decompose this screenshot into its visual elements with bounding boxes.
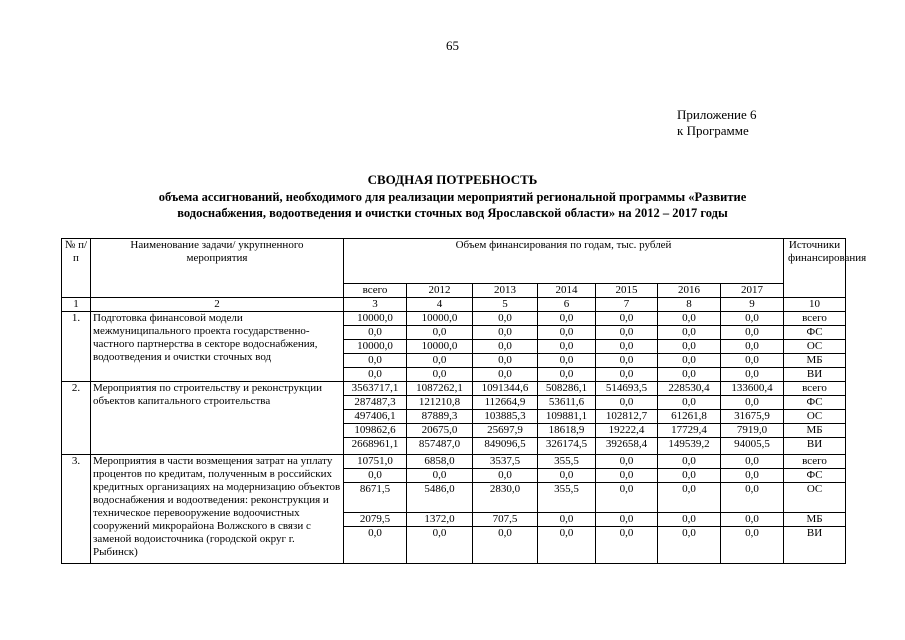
value-cell: 31675,9 <box>721 410 784 424</box>
value-cell: 0,0 <box>658 396 721 410</box>
value-cell: 0,0 <box>596 312 658 326</box>
value-cell: 0,0 <box>721 340 784 354</box>
header-name: Наименование задачи/ укрупненного мероприятия <box>91 239 344 298</box>
value-cell: 228530,4 <box>658 382 721 396</box>
source-cell: МБ <box>784 354 846 368</box>
value-cell: 5486,0 <box>407 483 473 513</box>
value-cell: 0,0 <box>473 469 538 483</box>
value-cell: 2830,0 <box>473 483 538 513</box>
value-cell: 0,0 <box>721 469 784 483</box>
value-cell: 0,0 <box>721 326 784 340</box>
value-cell: 10000,0 <box>407 340 473 354</box>
value-cell: 1087262,1 <box>407 382 473 396</box>
value-cell: 8671,5 <box>344 483 407 513</box>
appendix-line2: к Программе <box>677 123 749 138</box>
value-cell: 0,0 <box>538 312 596 326</box>
value-cell: 0,0 <box>658 527 721 564</box>
value-cell: 287487,3 <box>344 396 407 410</box>
value-cell: 0,0 <box>538 326 596 340</box>
source-cell: ФС <box>784 469 846 483</box>
header-col-2014: 2014 <box>538 284 596 298</box>
subtitle-line1: объема ассигнований, необходимого для реализации мероприятий региональной программы «Развитие <box>158 190 747 204</box>
value-cell: 514693,5 <box>596 382 658 396</box>
value-cell: 102812,7 <box>596 410 658 424</box>
funding-table <box>61 238 867 564</box>
value-cell: 0,0 <box>538 469 596 483</box>
col-number: 6 <box>538 298 596 312</box>
source-cell: всего <box>784 312 846 326</box>
header-row <box>62 239 846 284</box>
value-cell: 149539,2 <box>658 438 721 455</box>
task-number: 1. <box>62 312 91 382</box>
value-cell: 0,0 <box>658 368 721 382</box>
value-cell: 0,0 <box>596 396 658 410</box>
value-cell: 7919,0 <box>721 424 784 438</box>
value-cell: 392658,4 <box>596 438 658 455</box>
value-cell: 355,5 <box>538 455 596 469</box>
col-number: 1 <box>62 298 91 312</box>
value-cell: 19222,4 <box>596 424 658 438</box>
value-cell: 0,0 <box>658 326 721 340</box>
column-numbers-row <box>62 298 846 312</box>
header-col-2015: 2015 <box>596 284 658 298</box>
value-cell: 0,0 <box>407 354 473 368</box>
value-cell: 109881,1 <box>538 410 596 424</box>
task-name: Мероприятия в части возмещения затрат на уплату процентов по кредитам, полученным в российских кредитных организациях на модернизацию объектов водоснабжения и водоотведения: реконструкция и техническое перевооружение водоочистных сооружений микрорайона Волжского в связи с заменой водоисточника (городской округ г. Рыбинск) <box>91 455 344 564</box>
value-cell: 0,0 <box>473 312 538 326</box>
value-cell: 0,0 <box>344 354 407 368</box>
value-cell: 121210,8 <box>407 396 473 410</box>
source-cell: ВИ <box>784 438 846 455</box>
task-number: 2. <box>62 382 91 455</box>
table-row <box>62 312 846 326</box>
value-cell: 0,0 <box>596 527 658 564</box>
value-cell: 0,0 <box>473 368 538 382</box>
value-cell: 0,0 <box>721 527 784 564</box>
value-cell: 0,0 <box>596 513 658 527</box>
source-cell: ФС <box>784 396 846 410</box>
value-cell: 109862,6 <box>344 424 407 438</box>
value-cell: 10751,0 <box>344 455 407 469</box>
value-cell: 0,0 <box>596 354 658 368</box>
value-cell: 0,0 <box>596 368 658 382</box>
source-cell: ФС <box>784 326 846 340</box>
value-cell: 87889,3 <box>407 410 473 424</box>
subtitle-line2: водоснабжения, водоотведения и очистки сточных вод Ярославской области» на 2012 – 2017 годы <box>177 206 728 220</box>
value-cell: 0,0 <box>721 354 784 368</box>
value-cell: 0,0 <box>538 513 596 527</box>
value-cell: 849096,5 <box>473 438 538 455</box>
value-cell: 6858,0 <box>407 455 473 469</box>
value-cell: 10000,0 <box>344 312 407 326</box>
value-cell: 0,0 <box>473 340 538 354</box>
document-subtitle <box>60 189 845 221</box>
appendix-line1: Приложение 6 <box>677 107 757 122</box>
col-number: 10 <box>784 298 846 312</box>
value-cell: 112664,9 <box>473 396 538 410</box>
value-cell: 0,0 <box>596 469 658 483</box>
task-number: 3. <box>62 455 91 564</box>
value-cell: 497406,1 <box>344 410 407 424</box>
value-cell: 20675,0 <box>407 424 473 438</box>
value-cell: 0,0 <box>721 455 784 469</box>
value-cell: 0,0 <box>538 354 596 368</box>
header-col-2016: 2016 <box>658 284 721 298</box>
page-number: 65 <box>446 38 459 53</box>
value-cell: 2668961,1 <box>344 438 407 455</box>
value-cell: 0,0 <box>721 312 784 326</box>
value-cell: 61261,8 <box>658 410 721 424</box>
value-cell: 0,0 <box>473 326 538 340</box>
value-cell: 0,0 <box>407 469 473 483</box>
value-cell: 0,0 <box>658 455 721 469</box>
source-cell: ОС <box>784 410 846 424</box>
source-cell: всего <box>784 382 846 396</box>
value-cell: 0,0 <box>658 340 721 354</box>
value-cell: 1091344,6 <box>473 382 538 396</box>
value-cell: 0,0 <box>538 527 596 564</box>
value-cell: 103885,3 <box>473 410 538 424</box>
col-number: 9 <box>721 298 784 312</box>
value-cell: 0,0 <box>721 483 784 513</box>
task-name: Подготовка финансовой модели межмуниципального проекта государственно-частного партнерства в секторе водоснабжения, водоотведения и очистки сточных вод <box>91 312 344 382</box>
value-cell: 326174,5 <box>538 438 596 455</box>
col-number: 3 <box>344 298 407 312</box>
col-number: 4 <box>407 298 473 312</box>
value-cell: 17729,4 <box>658 424 721 438</box>
header-col-2012: 2012 <box>407 284 473 298</box>
value-cell: 1372,0 <box>407 513 473 527</box>
header-col-total: всего <box>344 284 407 298</box>
value-cell: 0,0 <box>344 326 407 340</box>
value-cell: 0,0 <box>407 368 473 382</box>
col-number: 2 <box>91 298 344 312</box>
source-cell: ВИ <box>784 527 846 564</box>
value-cell: 3537,5 <box>473 455 538 469</box>
task-name: Мероприятия по строительству и реконструкции объектов капитального строительства <box>91 382 344 455</box>
value-cell: 10000,0 <box>344 340 407 354</box>
col-number: 7 <box>596 298 658 312</box>
value-cell: 355,5 <box>538 483 596 513</box>
col-number: 8 <box>658 298 721 312</box>
value-cell: 0,0 <box>721 513 784 527</box>
value-cell: 0,0 <box>596 455 658 469</box>
value-cell: 0,0 <box>596 326 658 340</box>
source-cell: всего <box>784 455 846 469</box>
document-title: СВОДНАЯ ПОТРЕБНОСТЬ <box>367 172 538 187</box>
value-cell: 0,0 <box>658 469 721 483</box>
value-cell: 0,0 <box>596 483 658 513</box>
value-cell: 18618,9 <box>538 424 596 438</box>
value-cell: 3563717,1 <box>344 382 407 396</box>
source-cell: ОС <box>784 340 846 354</box>
value-cell: 0,0 <box>721 368 784 382</box>
header-col-2013: 2013 <box>473 284 538 298</box>
table-row <box>62 382 846 396</box>
value-cell: 0,0 <box>721 396 784 410</box>
source-cell: ОС <box>784 483 846 513</box>
header-source: Источники финансирования <box>784 239 846 298</box>
value-cell: 2079,5 <box>344 513 407 527</box>
value-cell: 0,0 <box>658 513 721 527</box>
value-cell: 0,0 <box>344 368 407 382</box>
header-num: № п/п <box>62 239 91 298</box>
value-cell: 0,0 <box>344 527 407 564</box>
value-cell: 0,0 <box>473 527 538 564</box>
header-funding: Объем финансирования по годам, тыс. рублей <box>344 239 784 284</box>
appendix-note <box>677 107 757 139</box>
value-cell: 707,5 <box>473 513 538 527</box>
value-cell: 0,0 <box>658 483 721 513</box>
source-cell: ВИ <box>784 368 846 382</box>
value-cell: 0,0 <box>538 368 596 382</box>
value-cell: 0,0 <box>658 312 721 326</box>
value-cell: 94005,5 <box>721 438 784 455</box>
value-cell: 857487,0 <box>407 438 473 455</box>
value-cell: 0,0 <box>407 326 473 340</box>
source-cell: МБ <box>784 513 846 527</box>
value-cell: 0,0 <box>473 354 538 368</box>
value-cell: 0,0 <box>596 340 658 354</box>
value-cell: 53611,6 <box>538 396 596 410</box>
value-cell: 133600,4 <box>721 382 784 396</box>
value-cell: 508286,1 <box>538 382 596 396</box>
col-number: 5 <box>473 298 538 312</box>
table-row <box>62 455 846 469</box>
header-col-2017: 2017 <box>721 284 784 298</box>
source-cell: МБ <box>784 424 846 438</box>
value-cell: 0,0 <box>407 527 473 564</box>
value-cell: 0,0 <box>344 469 407 483</box>
value-cell: 10000,0 <box>407 312 473 326</box>
value-cell: 25697,9 <box>473 424 538 438</box>
value-cell: 0,0 <box>538 340 596 354</box>
value-cell: 0,0 <box>658 354 721 368</box>
